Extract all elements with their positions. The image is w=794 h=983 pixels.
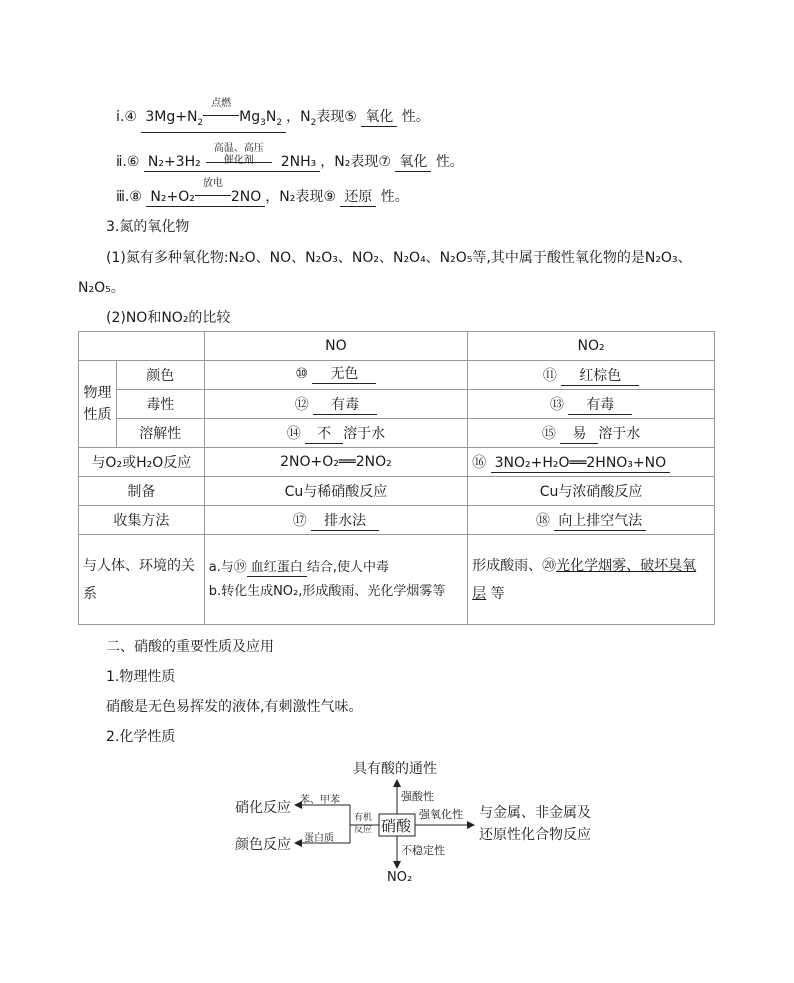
diagram-left-edge-bottom: 反应 — [354, 825, 373, 835]
no-no2-comparison-table — [78, 331, 715, 625]
table-row — [79, 419, 715, 448]
reaction-3: ⅲ.⑧ N₂+O₂ 放电 2NO ，N₂表现⑨ 还原 性。 — [116, 187, 409, 207]
diagram-left-2: 颜色反应 — [235, 837, 291, 853]
reaction-2-condition-bottom: 催化剂 — [223, 155, 254, 166]
reaction-1: ⅰ.④ $3Mg+N_2$ 点燃 $Mg_3N_2$ ，$N_2$表现⑤ 氧化 性。 — [116, 107, 430, 133]
row-label-preparation: 制备 — [79, 477, 205, 506]
no-prep-cell: Cu与稀硝酸反应 — [204, 477, 467, 506]
phys-text: 硝酸是无色易挥发的液体,有刺激性气味。 — [106, 699, 363, 715]
header-no2: NO₂ — [468, 332, 715, 361]
diagram-right-2: 还原性化合物反应 — [479, 827, 591, 843]
no2-prep-cell: Cu与浓硝酸反应 — [468, 477, 715, 506]
reaction-3-condition: 放电 — [202, 178, 223, 189]
diagram-right-edge: 强氧化性 — [419, 808, 463, 821]
diagram-top-edge: 强酸性 — [401, 790, 434, 803]
no2-collect-cell: ⑱ 向上排空气法 — [468, 506, 715, 535]
no-sol-cell: ⑭ 不 溶于水 — [204, 419, 467, 448]
reaction-2-condition-top: 高温、高压 — [213, 143, 264, 154]
reaction-3-answer: 还原 — [340, 189, 376, 207]
chem-title: 2.化学性质 — [106, 729, 176, 745]
diagram-bottom-edge: 不稳定性 — [401, 844, 445, 857]
no-color-cell: ⑩ 无色 — [204, 361, 467, 390]
diagram-center: 硝酸 — [381, 817, 412, 835]
no2-env-cell: 形成酸雨、⑳光化学烟雾、破坏臭氧层 等 — [468, 535, 715, 625]
reaction-3-index: ⅲ.⑧ — [116, 189, 142, 205]
no2-color-cell: ⑪ 红棕色 — [468, 361, 715, 390]
reaction-1-equation: $3Mg+N_2$ 点燃 $Mg_3N_2$ — [141, 109, 286, 133]
reaction-2-index: ⅱ.⑥ — [116, 154, 140, 170]
para-1-line-1: (1)氮有多种氧化物:N₂O、NO、N₂O₃、NO₂、N₂O₄、N₂O₅等,其中属于酸性氧化物的是N₂O₃、 — [106, 250, 692, 266]
reaction-2-answer: 氧化 — [395, 154, 431, 172]
no2-tox-cell: ⑬ 有毒 — [468, 390, 715, 419]
diagram-left1-edge: 苯、甲苯 — [300, 795, 340, 806]
table-row — [79, 477, 715, 506]
section-two-title: 二、硝酸的重要性质及应用 — [106, 639, 274, 655]
table-row — [79, 390, 715, 419]
diagram-bottom: NO₂ — [387, 870, 413, 885]
no2-reaction-cell: ⑯ 3NO₂+H₂O══2HNO₃+NO — [468, 448, 715, 477]
center-box — [379, 814, 415, 836]
reaction-1-index: ⅰ.④ — [116, 109, 137, 125]
table-row — [79, 535, 715, 625]
no-collect-cell: ⑰ 排水法 — [204, 506, 467, 535]
phys-title: 1.物理性质 — [106, 669, 176, 685]
reaction-1-answer: 氧化 — [361, 109, 397, 127]
reaction-2-equation: N₂+3H₂ 高温、高压 催化剂 2NH₃ — [144, 154, 320, 172]
diagram-left-1: 硝化反应 — [235, 800, 291, 816]
no2-sol-cell: ⑮ 易 溶于水 — [468, 419, 715, 448]
physical-properties-label: 物理性质 — [79, 361, 117, 448]
para-2: (2)NO和NO₂的比较 — [106, 310, 231, 326]
diagram-left2-edge: 蛋白质 — [304, 833, 334, 844]
para-1-line-2: N₂O₅。 — [78, 280, 125, 296]
no-tox-cell: ⑫ 有毒 — [204, 390, 467, 419]
no-reaction-cell: 2NO+O₂══2NO₂ — [204, 448, 467, 477]
row-label-collection: 收集方法 — [79, 506, 205, 535]
no-env-cell: a.与⑲ 血红蛋白 结合,使人中毒 b.转化生成NO₂,形成酸雨、光化学烟雾等 — [204, 535, 467, 625]
row-label-reaction: 与O₂或H₂O反应 — [79, 448, 205, 477]
diagram-left-edge-top: 有机 — [354, 813, 373, 823]
reaction-3-equation: N₂+O₂ 放电 2NO — [146, 189, 265, 207]
row-label-environment: 与人体、环境的关系 — [79, 535, 205, 625]
reaction-2: ⅱ.⑥ N₂+3H₂ 高温、高压 催化剂 2NH₃ ，N₂表现⑦ 氧化 性。 — [116, 152, 464, 172]
table-row — [79, 361, 715, 390]
row-label-solubility: 溶解性 — [116, 419, 204, 448]
row-label-color: 颜色 — [116, 361, 204, 390]
row-label-toxicity: 毒性 — [116, 390, 204, 419]
table-row — [79, 448, 715, 477]
header-no: NO — [204, 332, 467, 361]
diagram-top: 具有酸的通性 — [353, 761, 437, 777]
diagram-right-1: 与金属、非金属及 — [479, 805, 591, 821]
table-header-row — [79, 332, 715, 361]
reaction-1-condition: 点燃 — [211, 98, 232, 109]
table-row — [79, 506, 715, 535]
section-3-title: 3.氮的氧化物 — [106, 219, 190, 235]
